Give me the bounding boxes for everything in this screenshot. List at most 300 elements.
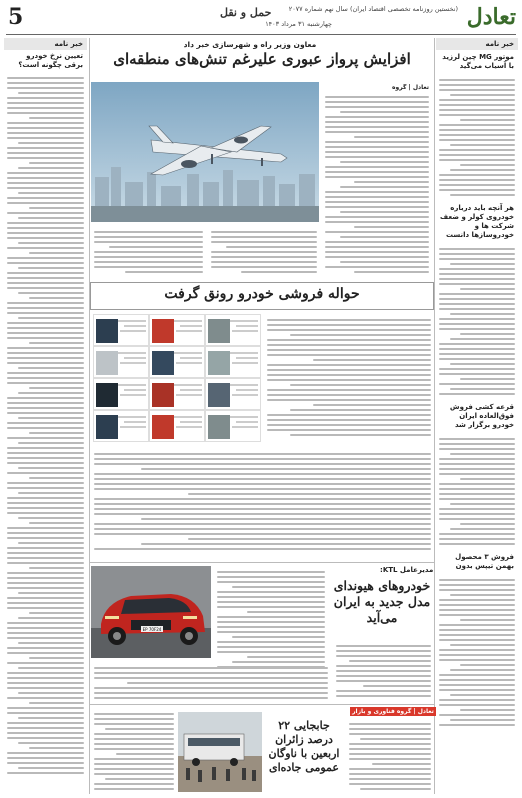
text-line — [94, 458, 431, 460]
text-line — [439, 458, 515, 460]
text-line — [7, 182, 84, 184]
text-line — [7, 287, 84, 289]
text-line — [94, 677, 328, 679]
text-line — [325, 121, 429, 123]
text-line — [18, 492, 84, 494]
text-line — [29, 387, 84, 389]
text-line — [460, 664, 515, 666]
lead-kicker: معاون وزیر راه و شهرسازی خبر داد — [183, 40, 317, 49]
text-line — [94, 718, 174, 720]
text-line — [7, 247, 84, 249]
right-news-column — [436, 38, 518, 794]
car-ad-card — [149, 346, 205, 378]
text-line — [188, 538, 431, 540]
text-line — [29, 162, 84, 164]
text-line — [7, 87, 84, 89]
car-ad-card — [205, 314, 261, 346]
text-line — [94, 256, 203, 258]
text-line — [7, 547, 84, 549]
issue-date: چهارشنبه ۳۱ مرداد ۱۴۰۳ — [265, 20, 332, 28]
text-line — [325, 96, 429, 98]
text-line — [141, 468, 431, 470]
text-line — [372, 763, 431, 765]
text-line — [439, 298, 515, 300]
text-line — [211, 241, 317, 243]
text-line — [18, 692, 84, 694]
car-ad-text-line — [230, 352, 258, 354]
text-line — [116, 753, 174, 755]
text-line — [439, 308, 515, 310]
text-line — [349, 748, 431, 750]
text-line — [125, 271, 203, 273]
text-line — [94, 498, 431, 500]
text-line — [7, 712, 84, 714]
text-line — [7, 577, 84, 579]
bottom-body-col-1 — [91, 708, 177, 794]
text-line — [7, 282, 84, 284]
bottom-body-col-2 — [346, 718, 434, 794]
text-line — [7, 562, 84, 564]
text-line — [247, 611, 325, 613]
text-line — [141, 543, 431, 545]
car-ad-text-line — [176, 394, 202, 396]
text-line — [439, 179, 515, 181]
text-line — [439, 649, 515, 651]
text-line — [7, 422, 84, 424]
text-line — [18, 392, 84, 394]
text-line — [188, 493, 431, 495]
text-line — [217, 601, 325, 603]
text-line — [439, 373, 515, 375]
text-line — [325, 246, 429, 248]
text-line — [267, 324, 431, 326]
text-line — [217, 631, 325, 633]
text-line — [7, 487, 84, 489]
text-line — [7, 102, 84, 104]
text-line — [439, 604, 515, 606]
car-ad-text-line — [180, 389, 202, 391]
text-line — [325, 231, 429, 233]
text-line — [7, 202, 84, 204]
text-line — [439, 124, 515, 126]
text-line — [460, 523, 515, 525]
text-line — [7, 382, 84, 384]
car-ad-text-line — [180, 421, 202, 423]
text-line — [94, 667, 328, 669]
text-line — [267, 369, 431, 371]
text-line — [439, 624, 515, 626]
text-line — [439, 679, 515, 681]
text-line — [336, 695, 431, 697]
car-ad-text-line — [120, 362, 146, 364]
text-line — [29, 612, 84, 614]
text-line — [94, 523, 431, 525]
text-line — [360, 788, 431, 790]
text-line — [439, 498, 515, 500]
text-line — [267, 349, 431, 351]
text-line — [325, 201, 429, 203]
text-line — [439, 654, 515, 656]
text-line — [439, 89, 515, 91]
text-line — [7, 277, 84, 279]
text-line — [7, 232, 84, 234]
car-ad-text-line — [124, 357, 146, 359]
text-line — [460, 164, 515, 166]
text-line — [18, 517, 84, 519]
car-ad-text-line — [232, 362, 258, 364]
text-line — [313, 359, 431, 361]
car-ad-text-line — [236, 421, 258, 423]
text-line — [340, 161, 429, 163]
car-ad-thumbnail — [96, 383, 118, 407]
newspaper-logo — [462, 4, 516, 30]
car-ad-card — [93, 410, 149, 442]
text-line — [325, 151, 429, 153]
car-ad-text-line — [120, 394, 146, 396]
text-line — [7, 147, 84, 149]
text-line — [247, 656, 325, 658]
text-line — [349, 660, 431, 662]
text-line — [18, 667, 84, 669]
text-line — [7, 652, 84, 654]
text-line — [460, 333, 515, 335]
text-line — [267, 424, 431, 426]
text-line — [7, 152, 84, 154]
text-line — [450, 503, 515, 505]
car-ad-text-line — [118, 352, 146, 354]
text-line — [7, 757, 84, 759]
text-line — [325, 116, 429, 118]
car-ad-card — [93, 346, 149, 378]
text-line — [439, 448, 515, 450]
text-line — [7, 772, 84, 774]
text-line — [325, 141, 429, 143]
text-line — [18, 267, 84, 269]
text-line — [94, 453, 431, 455]
text-line — [267, 364, 431, 366]
text-line — [94, 266, 203, 268]
lead-text — [91, 226, 206, 278]
text-line — [211, 251, 317, 253]
text-line — [363, 685, 431, 687]
text-line — [340, 261, 429, 263]
text-line — [94, 488, 431, 490]
text-line — [439, 174, 515, 176]
car-ad-thumbnail — [208, 319, 230, 343]
text-line — [267, 339, 431, 341]
car-ad-text-line — [232, 330, 258, 332]
text-line — [450, 94, 515, 96]
text-line — [325, 126, 429, 128]
right-news-body-2 — [436, 243, 518, 400]
car-ad-thumbnail — [96, 319, 118, 343]
text-line — [94, 533, 431, 535]
text-line — [349, 778, 431, 780]
text-line — [94, 503, 431, 505]
text-line — [94, 261, 203, 263]
airplane-photo — [91, 82, 319, 222]
car-ad-text-line — [180, 357, 202, 359]
text-line — [7, 187, 84, 189]
lead-body-col-3 — [208, 226, 320, 278]
text-line — [29, 702, 84, 704]
text-line — [439, 579, 515, 581]
left-column-body — [4, 72, 87, 779]
text-line — [460, 288, 515, 290]
lead-body-col-1 — [322, 84, 432, 274]
text-line — [29, 342, 84, 344]
lead-byline: تعادل | گروه — [391, 84, 429, 91]
right-news-title-4: فروش ۳ محصول بهمن تیپس بدون — [455, 553, 514, 570]
hyundai-text — [333, 640, 434, 702]
text-line — [7, 727, 84, 729]
text-line — [7, 627, 84, 629]
text-line — [94, 768, 174, 770]
text-line — [7, 452, 84, 454]
text-line — [7, 637, 84, 639]
text-line — [217, 571, 325, 573]
text-line — [7, 237, 84, 239]
text-line — [439, 348, 515, 350]
text-line — [18, 142, 84, 144]
section-title: حمل و نقل — [220, 6, 272, 19]
text-line — [217, 626, 325, 628]
text-line — [18, 242, 84, 244]
text-line — [7, 682, 84, 684]
text-line — [439, 483, 515, 485]
text-line — [7, 327, 84, 329]
text-line — [349, 723, 431, 725]
section-divider — [90, 704, 434, 705]
car-ad-text-line — [236, 357, 258, 359]
car-ad-text-line — [174, 320, 202, 322]
text-line — [94, 236, 203, 238]
text-line — [349, 753, 431, 755]
text-line — [7, 587, 84, 589]
text-line — [7, 482, 84, 484]
pilgrims-bus-photo — [178, 712, 262, 792]
text-line — [439, 689, 515, 691]
text-line — [325, 241, 429, 243]
text-line — [94, 687, 328, 689]
car-ad-text-line — [236, 325, 258, 327]
text-line — [7, 572, 84, 574]
text-line — [439, 629, 515, 631]
text-line — [7, 752, 84, 754]
text-line — [94, 738, 174, 740]
text-line — [325, 256, 429, 258]
text-line — [29, 432, 84, 434]
text-line — [94, 251, 203, 253]
text-line — [7, 602, 84, 604]
text-line — [340, 111, 429, 113]
text-line — [439, 533, 515, 535]
right-news-title-2: هر آنچه باید درباره خودروی کولر و ضعف شرکت ها و خودروسازها دانست — [440, 204, 514, 239]
text-line — [439, 468, 515, 470]
text-line — [349, 783, 431, 785]
text-line — [439, 443, 515, 445]
text-line — [18, 742, 84, 744]
text-line — [7, 177, 84, 179]
text-line — [226, 246, 317, 248]
text-line — [217, 641, 325, 643]
text-line — [336, 650, 431, 652]
text-line — [290, 334, 431, 336]
text-line — [7, 662, 84, 664]
left-column-subtitle: تعیین نرخ خودرو برقی چگونه است؟ — [18, 52, 83, 69]
text-line — [7, 312, 84, 314]
text-line — [7, 212, 84, 214]
text-line — [18, 617, 84, 619]
text-line — [439, 253, 515, 255]
text-line — [349, 728, 431, 730]
text-line — [439, 674, 515, 676]
car-ad-card — [149, 410, 205, 442]
text-line — [94, 463, 431, 465]
text-line — [7, 412, 84, 414]
text-line — [267, 399, 431, 401]
text-line — [450, 719, 515, 721]
text-line — [439, 438, 515, 440]
text-line — [7, 732, 84, 734]
text-line — [217, 596, 325, 598]
text-line — [439, 368, 515, 370]
text-line — [7, 672, 84, 674]
hyundai-car-photo — [91, 566, 211, 658]
text-line — [439, 493, 515, 495]
text-line — [7, 447, 84, 449]
text-line — [439, 278, 515, 280]
text-line — [29, 747, 84, 749]
header-divider — [6, 34, 516, 35]
text-line — [290, 434, 431, 436]
car-ad-text-line — [124, 421, 146, 423]
car-ad-text-line — [230, 384, 258, 386]
text-line — [450, 263, 515, 265]
bottom-text — [91, 708, 177, 794]
text-line — [439, 189, 515, 191]
text-line — [439, 149, 515, 151]
text-line — [94, 697, 328, 699]
bottom-text — [346, 718, 434, 794]
text-line — [94, 231, 203, 233]
text-line — [349, 743, 431, 745]
text-line — [7, 437, 84, 439]
text-line — [7, 132, 84, 134]
license-plate: EP 70F24 — [142, 627, 162, 632]
text-line — [7, 497, 84, 499]
text-line — [325, 251, 429, 253]
text-line — [94, 548, 431, 550]
text-line — [18, 367, 84, 369]
text-line — [340, 186, 429, 188]
text-line — [94, 783, 174, 785]
text-line — [7, 272, 84, 274]
car-ads-screenshot — [93, 314, 261, 444]
car-ad-text-line — [180, 325, 202, 327]
car-ad-text-line — [124, 389, 146, 391]
text-line — [439, 724, 515, 726]
section-divider — [90, 562, 434, 563]
car-ad-text-line — [230, 416, 258, 418]
text-line — [349, 758, 431, 760]
right-news-title-1: موتور MG چین لرزید با آسیاب می‌گید — [442, 53, 514, 70]
text-line — [439, 134, 515, 136]
text-line — [94, 672, 328, 674]
text-line — [267, 379, 431, 381]
text-line — [7, 532, 84, 534]
car-ad-card — [205, 410, 261, 442]
text-line — [7, 622, 84, 624]
text-line — [450, 363, 515, 365]
page-header — [0, 0, 522, 34]
text-line — [7, 677, 84, 679]
hyundai-kicker: مدیرعامل KTL: — [380, 566, 434, 574]
middle-body-lower — [91, 448, 434, 558]
car-ad-thumbnail — [152, 415, 174, 439]
text-line — [7, 402, 84, 404]
text-line — [439, 283, 515, 285]
text-line — [232, 636, 325, 638]
text-line — [7, 527, 84, 529]
logo-text: تعادل — [466, 4, 516, 30]
text-line — [105, 778, 174, 780]
car-ad-card — [205, 378, 261, 410]
text-line — [94, 513, 431, 515]
column-divider — [89, 38, 90, 794]
text-line — [450, 169, 515, 171]
text-line — [7, 307, 84, 309]
text-line — [439, 508, 515, 510]
text-line — [94, 241, 203, 243]
text-line — [7, 557, 84, 559]
car-ad-card — [93, 378, 149, 410]
text-line — [7, 332, 84, 334]
car-ad-text-line — [174, 384, 202, 386]
hyundai-body-col-1 — [214, 566, 328, 676]
middle-headline: حواله فروشی خودرو رونق گرفت — [164, 286, 360, 302]
text-line — [7, 122, 84, 124]
text-line — [354, 226, 429, 228]
text-line — [460, 119, 515, 121]
text-line — [439, 129, 515, 131]
car-ad-text-line — [174, 352, 202, 354]
text-line — [7, 222, 84, 224]
issue-info: (نخستین روزنامه تخصصی اقتصاد ایران) سال نهم شماره ۲۰۷۷ — [288, 5, 458, 13]
bottom-headline: جابجایی ۲۲ درصد زائران اربعین با ناوگان عمومی جاده‌ای — [268, 719, 340, 774]
column-divider — [434, 38, 435, 794]
text-line — [7, 227, 84, 229]
text-line — [7, 687, 84, 689]
text-line — [29, 657, 84, 659]
text-line — [439, 109, 515, 111]
text-line — [7, 302, 84, 304]
text-line — [450, 594, 515, 596]
car-ad-thumbnail — [152, 351, 174, 375]
text-line — [29, 297, 84, 299]
lead-text — [322, 91, 432, 274]
text-line — [18, 592, 84, 594]
text-line — [211, 256, 317, 258]
text-line — [7, 107, 84, 109]
text-line — [18, 467, 84, 469]
text-line — [7, 502, 84, 504]
text-line — [325, 216, 429, 218]
text-line — [267, 319, 431, 321]
text-line — [354, 181, 429, 183]
text-line — [141, 518, 431, 520]
text-line — [439, 518, 515, 520]
